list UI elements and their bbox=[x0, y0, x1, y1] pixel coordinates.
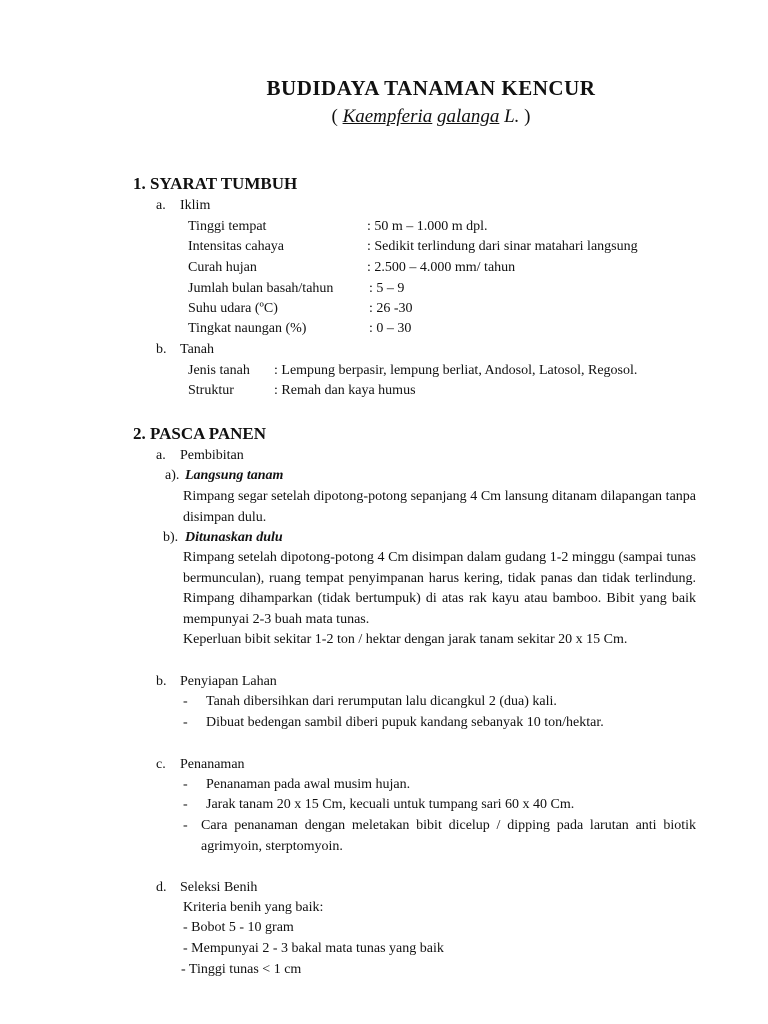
pembibitan-label: a. bbox=[156, 448, 166, 463]
ditunaskan-label: b). bbox=[163, 530, 179, 545]
list-item: - Bobot 5 - 10 gram bbox=[183, 920, 294, 935]
section-2-heading: 2. PASCA PANEN bbox=[133, 424, 267, 443]
kriteria-intro: Kriteria benih yang baik: bbox=[183, 900, 324, 915]
iklim-value: : 26 -30 bbox=[369, 301, 413, 316]
langsung-tanam-label: a). bbox=[165, 468, 180, 483]
penyiapan-lahan-title: Penyiapan Lahan bbox=[180, 674, 277, 689]
page-title: BUDIDAYA TANAMAN KENCUR bbox=[266, 76, 596, 100]
tanah-value: : Lempung berpasir, lempung berliat, Andosol, Latosol, Regosol. bbox=[274, 363, 638, 378]
list-item: Tanah dibersihkan dari rerumputan lalu dicangkul 2 (dua) kali. bbox=[206, 694, 557, 709]
penyiapan-lahan-label: b. bbox=[156, 674, 167, 689]
penanaman-title: Penanaman bbox=[180, 757, 245, 772]
langsung-tanam-title: Langsung tanam bbox=[185, 468, 284, 483]
ditunaskan-extra: Keperluan bibit sekitar 1-2 ton / hektar dengan jarak tanam sekitar 20 x 15 Cm. bbox=[183, 632, 628, 647]
subtitle-species: galanga bbox=[437, 106, 500, 127]
iklim-value: : 50 m – 1.000 m dpl. bbox=[367, 219, 488, 234]
subtitle-open-paren: ( bbox=[331, 106, 343, 127]
tanah-key: Jenis tanah bbox=[188, 363, 250, 378]
section-1-heading: 1. SYARAT TUMBUH bbox=[133, 174, 298, 193]
tanah-value: : Remah dan kaya humus bbox=[274, 383, 416, 398]
bullet-dash: - bbox=[183, 715, 188, 730]
langsung-tanam-text: Rimpang segar setelah dipotong-potong sepanjang 4 Cm lansung ditanam dilapangan tanpa disimpan dulu. bbox=[183, 489, 696, 525]
list-item: - Tinggi tunas < 1 cm bbox=[181, 962, 302, 977]
subtitle-author: L. bbox=[499, 106, 520, 127]
ditunaskan-title: Ditunaskan dulu bbox=[185, 530, 283, 545]
list-item: - Mempunyai 2 - 3 bakal mata tunas yang baik bbox=[183, 941, 444, 956]
list-item: Dibuat bedengan sambil diberi pupuk kandang sebanyak 10 ton/hektar. bbox=[206, 715, 604, 730]
tanah-key: Struktur bbox=[188, 383, 234, 398]
iklim-key: Curah hujan bbox=[188, 260, 257, 275]
bullet-dash: - bbox=[183, 818, 188, 833]
list-item: Cara penanaman dengan meletakan bibit dicelup / dipping pada larutan anti biotik agrimyoin, sterptomyoin. bbox=[201, 818, 696, 854]
list-item: Jarak tanam 20 x 15 Cm, kecuali untuk tumpang sari 60 x 40 Cm. bbox=[206, 797, 575, 812]
iklim-key: Jumlah bulan basah/tahun bbox=[188, 281, 334, 296]
pembibitan-title: Pembibitan bbox=[180, 448, 244, 463]
tanah-label: b. bbox=[156, 342, 167, 357]
iklim-key: Suhu udara (ºC) bbox=[188, 301, 278, 316]
iklim-key: Tingkat naungan (%) bbox=[188, 321, 307, 336]
seleksi-benih-label: d. bbox=[156, 880, 167, 895]
subtitle-genus: Kaempferia bbox=[342, 106, 433, 127]
tanah-title: Tanah bbox=[180, 342, 215, 357]
bullet-dash: - bbox=[183, 777, 188, 792]
seleksi-benih-title: Seleksi Benih bbox=[180, 880, 258, 895]
iklim-label: a. bbox=[156, 198, 166, 213]
iklim-value: : Sedikit terlindung dari sinar matahari langsung bbox=[367, 239, 638, 254]
ditunaskan-text: Rimpang setelah dipotong-potong 4 Cm disimpan dalam gudang 1-2 minggu (sampai tunas bermunculan), ruang tempat penyimpanan harus kering, tidak panas dan tidak terlindung. Rimpang dihamparkan (tidak bertumpuk) di atas rak kayu atau bamboo. Bibit yang baik mempunyai 2-3 buah mata tunas. bbox=[183, 550, 696, 627]
iklim-key: Tinggi tempat bbox=[188, 219, 267, 234]
penanaman-label: c. bbox=[156, 757, 166, 772]
page-subtitle bbox=[0, 106, 768, 128]
iklim-value: : 0 – 30 bbox=[369, 321, 412, 336]
iklim-title: Iklim bbox=[180, 198, 211, 213]
iklim-value: : 5 – 9 bbox=[369, 281, 405, 296]
list-item: Penanaman pada awal musim hujan. bbox=[206, 777, 411, 792]
bullet-dash: - bbox=[183, 797, 188, 812]
subtitle-close-paren: ) bbox=[519, 106, 531, 127]
iklim-key: Intensitas cahaya bbox=[188, 239, 285, 254]
bullet-dash: - bbox=[183, 694, 188, 709]
iklim-value: : 2.500 – 4.000 mm/ tahun bbox=[367, 260, 516, 275]
